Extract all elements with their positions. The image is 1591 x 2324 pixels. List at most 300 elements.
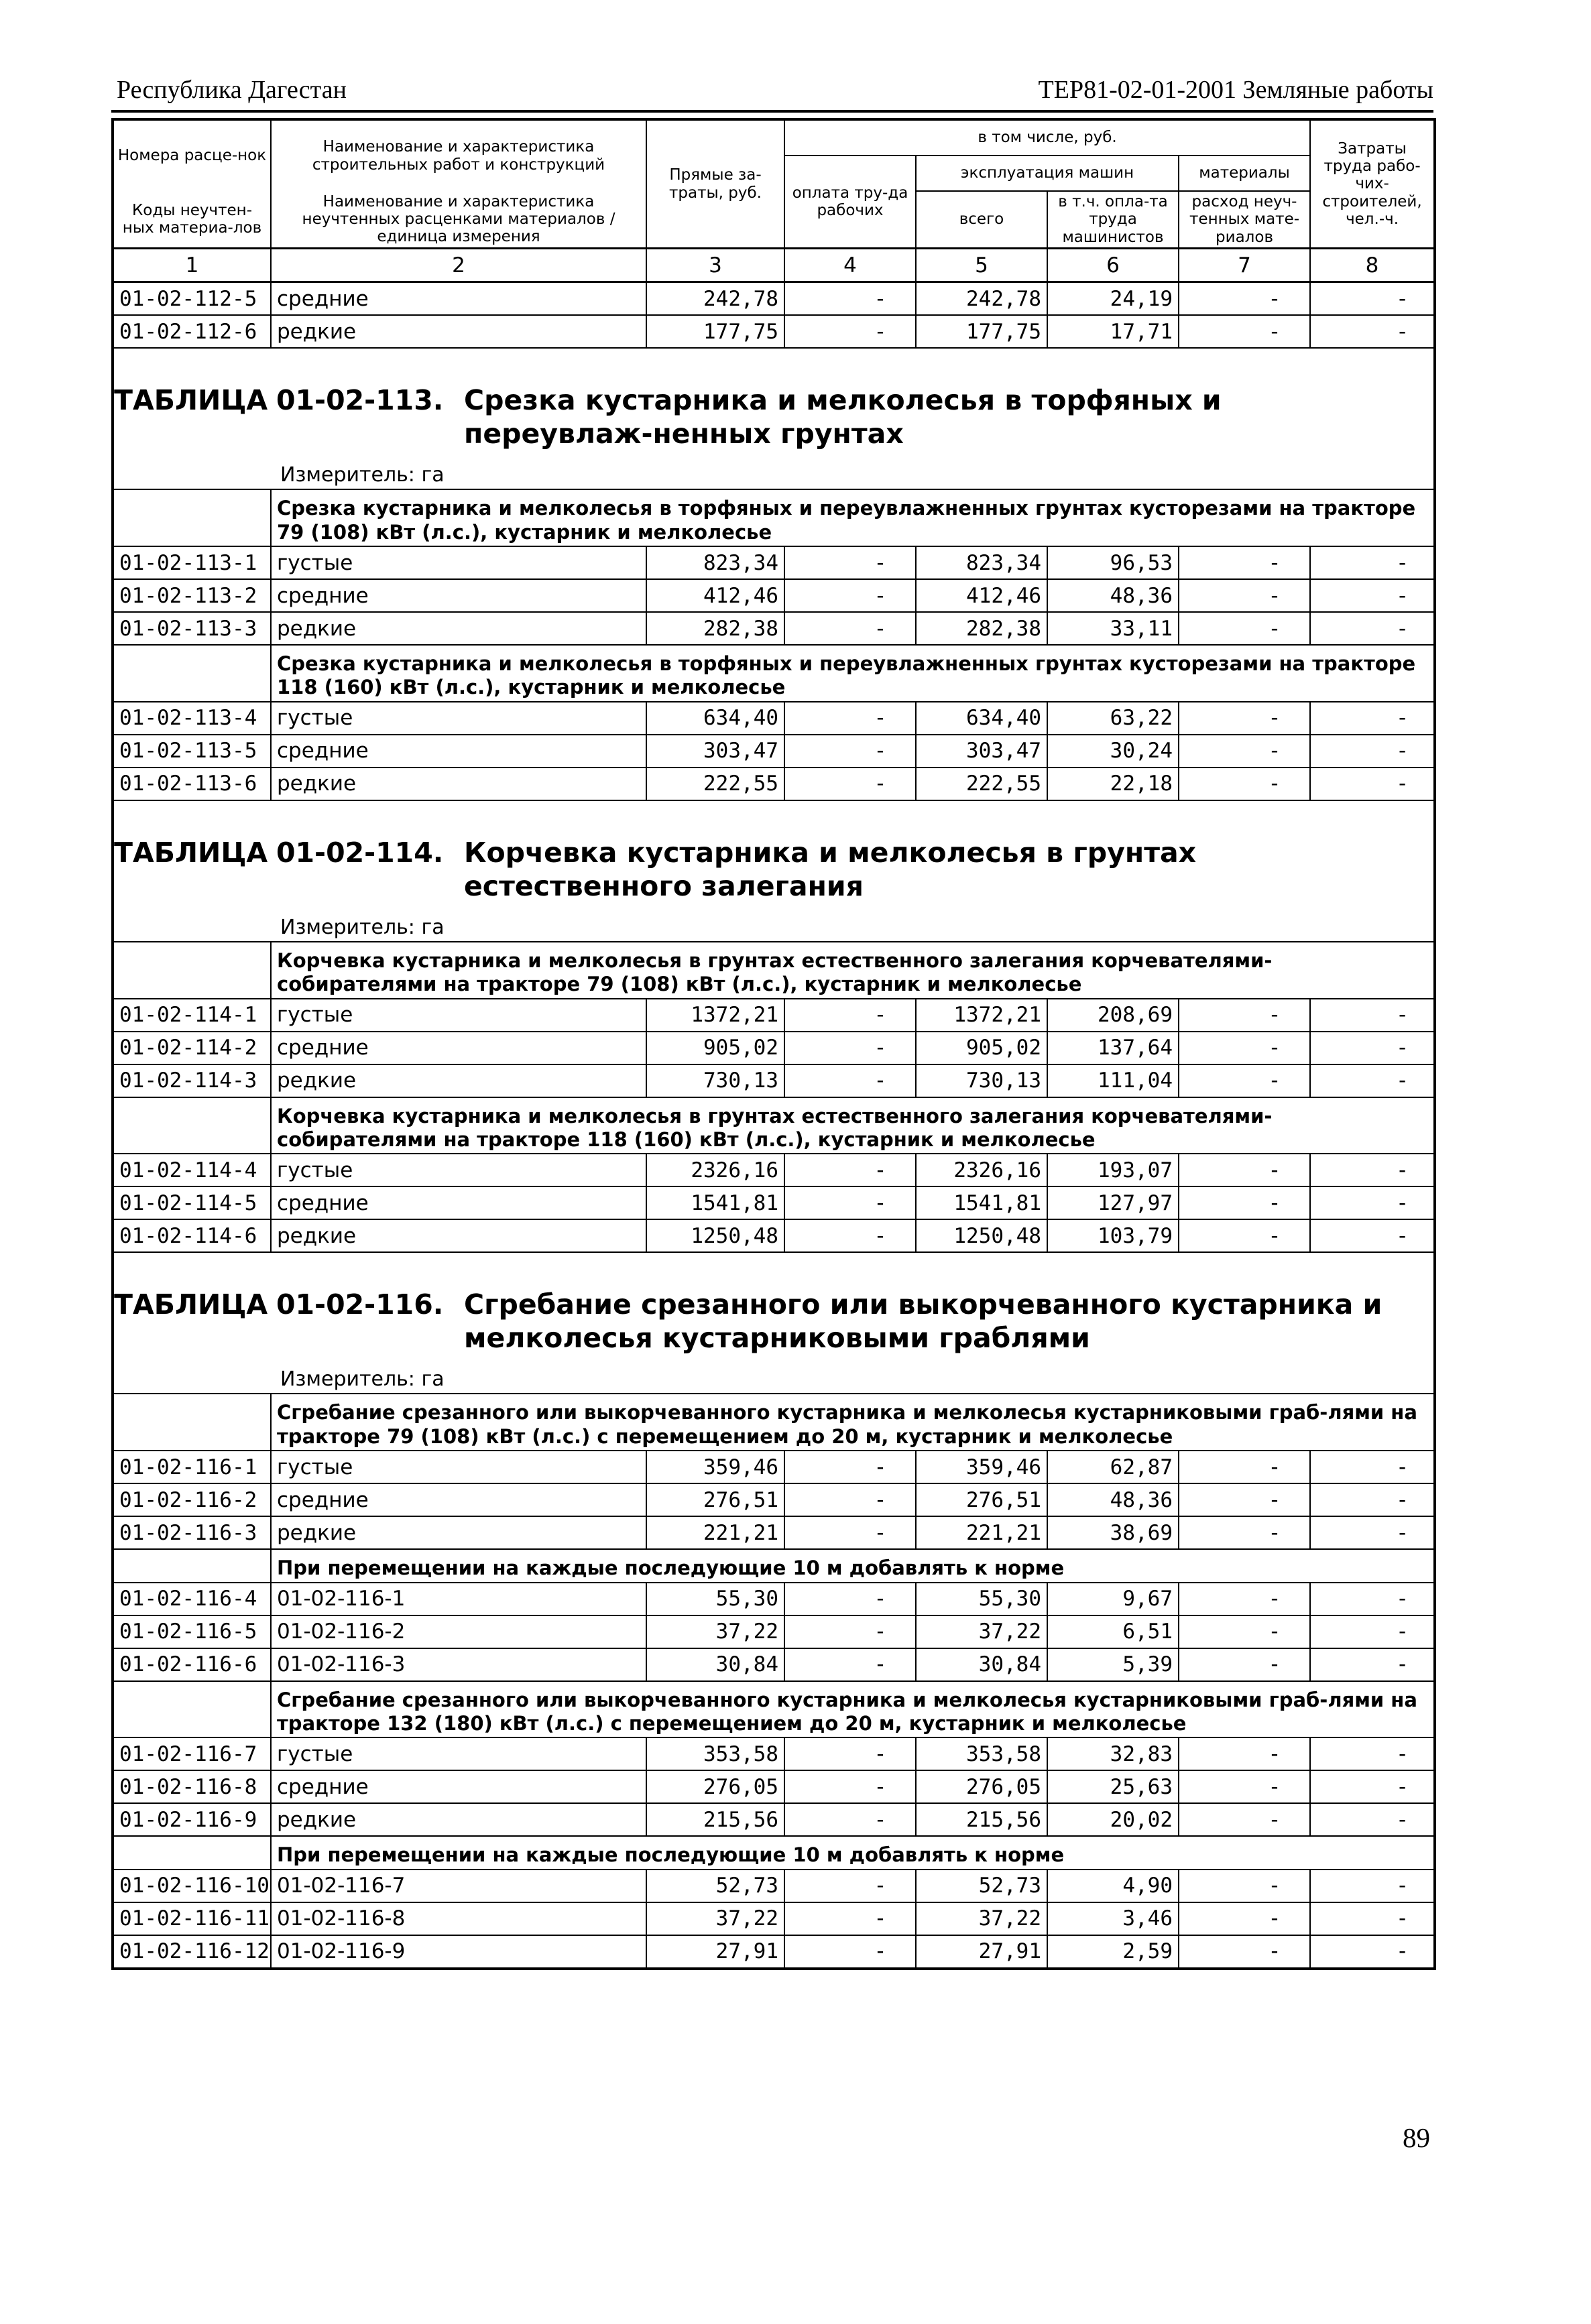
machinist-pay-cell: 137,64 (1047, 1032, 1179, 1064)
table-116-rows-d (113, 1870, 1435, 1969)
rate-code-cell: 01-02-113-1 (113, 546, 271, 579)
table-unit: Измеритель: га (280, 1367, 445, 1392)
dash-value: - (1271, 1003, 1279, 1028)
machines-total-cell: 177,75 (916, 315, 1047, 348)
machines-total-cell: 37,22 (916, 1902, 1047, 1935)
table-row (113, 1770, 1435, 1803)
rate-name-cell: 01-02-116-9 (271, 1935, 646, 1969)
table-116-rows-a (113, 1451, 1435, 1549)
table-row (113, 735, 1435, 768)
machinist-pay-cell: 48,36 (1047, 1483, 1179, 1516)
labor-costs-cell (1310, 1186, 1435, 1219)
dash-value: - (1271, 550, 1279, 575)
materials-cell (1179, 1032, 1310, 1064)
rate-code-cell: 01-02-114-5 (113, 1186, 271, 1219)
machinist-pay-cell: 6,51 (1047, 1615, 1179, 1648)
direct-costs-cell: 730,13 (646, 1064, 784, 1097)
table-01-02-116 (113, 1252, 1435, 1451)
dash-value: - (876, 1939, 884, 1964)
labor-costs-cell (1310, 282, 1435, 316)
rate-name-cell: густые (271, 1451, 646, 1483)
table-row (113, 1451, 1435, 1483)
dash-value: - (1398, 550, 1407, 575)
dash-value: - (1271, 1586, 1279, 1611)
section-header-row (113, 1549, 1435, 1582)
rate-name-cell: редкие (271, 1064, 646, 1097)
running-header (111, 72, 1433, 113)
table-row (113, 1803, 1435, 1836)
table-title-row (113, 1252, 1435, 1394)
col-number: 6 (1047, 249, 1179, 282)
machinist-pay-cell: 111,04 (1047, 1064, 1179, 1097)
rate-code-cell: 01-02-116-8 (113, 1770, 271, 1803)
col-number: 2 (271, 249, 646, 282)
machinist-pay-cell: 22,18 (1047, 768, 1179, 800)
labor-costs-cell (1310, 1737, 1435, 1770)
header-document-code: ТЕР81-02-01-2001 Земляные работы (1038, 76, 1433, 104)
table-title-text: Сгребание срезанного или выкорчеванного кустарника и мелколесья кустарниковыми граблями (464, 1288, 1382, 1355)
machinist-pay-cell: 208,69 (1047, 999, 1179, 1032)
dash-value: - (1398, 1455, 1407, 1479)
dash-value: - (876, 1774, 884, 1799)
worker-pay-cell (784, 1583, 916, 1615)
dash-value: - (876, 1223, 884, 1248)
machines-total-cell: 27,91 (916, 1935, 1047, 1969)
table-113-rows-b (113, 702, 1435, 800)
labor-costs-cell (1310, 612, 1435, 645)
rate-code-cell: 01-02-114-4 (113, 1154, 271, 1186)
machines-total-cell: 823,34 (916, 546, 1047, 579)
machines-total-cell: 730,13 (916, 1064, 1047, 1097)
table-unit: Измеритель: га (280, 915, 445, 939)
rate-code-cell: 01-02-116-4 (113, 1583, 271, 1615)
previous-table-rows (113, 282, 1435, 349)
dash-value: - (1271, 1874, 1279, 1898)
dash-value: - (1271, 1652, 1279, 1676)
dash-value: - (876, 1190, 884, 1215)
machines-total-cell: 359,46 (916, 1451, 1047, 1483)
machines-total-cell: 2326,16 (916, 1154, 1047, 1186)
table-row (113, 1219, 1435, 1252)
dash-value: - (1398, 1158, 1407, 1182)
dash-value: - (1398, 1586, 1407, 1611)
table-row (113, 1032, 1435, 1064)
direct-costs-cell: 905,02 (646, 1032, 784, 1064)
table-114-rows-b (113, 1154, 1435, 1252)
dash-value: - (1271, 1487, 1279, 1512)
section-header: Срезка кустарника и мелколесья в торфяных и переувлажненных грунтах кусторезами на тракторе 118 (160) кВт (л.с.), кустарник и мелколесье (271, 645, 1435, 702)
dash-value: - (1271, 1068, 1279, 1093)
dash-value: - (1271, 1807, 1279, 1832)
direct-costs-cell: 353,58 (646, 1737, 784, 1770)
col-header-machine-operation: эксплуатация машин (916, 156, 1179, 191)
rate-code-cell: 01-02-116-5 (113, 1615, 271, 1648)
dash-value: - (1271, 1939, 1279, 1964)
dash-value: - (1398, 616, 1407, 641)
labor-costs-cell (1310, 1902, 1435, 1935)
col-number: 7 (1179, 249, 1310, 282)
dash-value: - (1398, 1036, 1407, 1060)
labor-costs-cell (1310, 1219, 1435, 1252)
dash-value: - (1398, 1068, 1407, 1093)
materials-cell (1179, 1935, 1310, 1969)
dash-value: - (876, 1906, 884, 1931)
table-row (113, 1615, 1435, 1648)
table-113-section-b (113, 645, 1435, 702)
dash-value: - (1398, 319, 1407, 344)
table-title-row (113, 800, 1435, 942)
page-number: 89 (1403, 2122, 1430, 2153)
worker-pay-cell (784, 579, 916, 612)
rate-name-cell: густые (271, 1737, 646, 1770)
direct-costs-cell: 412,46 (646, 579, 784, 612)
col-number: 4 (784, 249, 916, 282)
table-label: ТАБЛИЦА (114, 836, 268, 869)
rate-code-cell: 01-02-113-4 (113, 702, 271, 735)
labor-costs-cell (1310, 1583, 1435, 1615)
dash-value: - (1271, 1223, 1279, 1248)
machines-total-cell: 1541,81 (916, 1186, 1047, 1219)
table-row (113, 1737, 1435, 1770)
dash-value: - (1398, 1652, 1407, 1676)
machines-total-cell: 353,58 (916, 1737, 1047, 1770)
machines-total-cell: 221,21 (916, 1516, 1047, 1549)
materials-cell (1179, 1451, 1310, 1483)
dash-value: - (1271, 1190, 1279, 1215)
direct-costs-cell: 359,46 (646, 1451, 784, 1483)
dash-value: - (1398, 1741, 1407, 1766)
worker-pay-cell (784, 1902, 916, 1935)
machines-total-cell: 222,55 (916, 768, 1047, 800)
labor-costs-cell (1310, 546, 1435, 579)
rate-name-cell: редкие (271, 612, 646, 645)
labor-costs-cell (1310, 1870, 1435, 1902)
table-114-section-b (113, 1097, 1435, 1154)
section-header: При перемещении на каждые последующие 10 м добавлять к норме (271, 1549, 1435, 1582)
direct-costs-cell: 303,47 (646, 735, 784, 768)
direct-costs-cell: 282,38 (646, 612, 784, 645)
section-header-row (113, 1394, 1435, 1451)
worker-pay-cell (784, 612, 916, 645)
dash-value: - (1398, 739, 1407, 763)
dash-value: - (876, 1652, 884, 1676)
worker-pay-cell (784, 1154, 916, 1186)
dash-value: - (876, 319, 884, 344)
materials-cell (1179, 1583, 1310, 1615)
dash-value: - (1271, 1906, 1279, 1931)
dash-value: - (1271, 1036, 1279, 1060)
worker-pay-cell (784, 1803, 916, 1836)
section-header-row (113, 942, 1435, 999)
rate-name-cell: редкие (271, 768, 646, 800)
table-116-rows-c (113, 1737, 1435, 1836)
worker-pay-cell (784, 735, 916, 768)
machinist-pay-cell: 62,87 (1047, 1451, 1179, 1483)
dash-value: - (1398, 772, 1407, 796)
machinist-pay-cell: 103,79 (1047, 1219, 1179, 1252)
dash-value: - (876, 1741, 884, 1766)
table-title-text: Корчевка кустарника и мелколесья в грунтах естественного залегания (464, 836, 1197, 902)
table-title-text: Срезка кустарника и мелколесья в торфяных и переувлаж-ненных грунтах (464, 384, 1222, 450)
machines-total-cell: 242,78 (916, 282, 1047, 316)
labor-costs-cell (1310, 999, 1435, 1032)
dash-value: - (1398, 1807, 1407, 1832)
direct-costs-cell: 37,22 (646, 1615, 784, 1648)
dash-value: - (876, 1807, 884, 1832)
table-01-02-114 (113, 800, 1435, 999)
labor-costs-cell (1310, 735, 1435, 768)
materials-cell (1179, 1219, 1310, 1252)
table-label: ТАБЛИЦА (114, 384, 268, 417)
worker-pay-cell (784, 702, 916, 735)
col-number: 5 (916, 249, 1047, 282)
materials-cell (1179, 1870, 1310, 1902)
col-number: 8 (1310, 249, 1435, 282)
machines-total-cell: 1372,21 (916, 999, 1047, 1032)
dash-value: - (876, 1036, 884, 1060)
col-header-worker-pay: оплата тру-да рабочих (784, 156, 916, 249)
rate-code-cell: 01-02-116-6 (113, 1648, 271, 1681)
rate-name-cell: редкие (271, 1516, 646, 1549)
dash-value: - (876, 1874, 884, 1898)
dash-value: - (876, 739, 884, 763)
table-row (113, 702, 1435, 735)
direct-costs-cell: 37,22 (646, 1902, 784, 1935)
materials-cell (1179, 1064, 1310, 1097)
labor-costs-cell (1310, 1803, 1435, 1836)
worker-pay-cell (784, 282, 916, 316)
rate-name-cell: густые (271, 546, 646, 579)
rate-name-cell: густые (271, 999, 646, 1032)
table-row (113, 1583, 1435, 1615)
dash-value: - (1271, 1741, 1279, 1766)
dash-value: - (1271, 1774, 1279, 1799)
machines-total-cell: 276,51 (916, 1483, 1047, 1516)
worker-pay-cell (784, 315, 916, 348)
machinist-pay-cell: 5,39 (1047, 1648, 1179, 1681)
dash-value: - (1271, 319, 1279, 344)
col-header-rate-number: Номера расце-нок (113, 119, 271, 191)
direct-costs-cell: 30,84 (646, 1648, 784, 1681)
dash-value: - (876, 1520, 884, 1545)
dash-value: - (876, 616, 884, 641)
labor-costs-cell (1310, 1648, 1435, 1681)
rate-name-cell: средние (271, 1770, 646, 1803)
materials-cell (1179, 1770, 1310, 1803)
table-row (113, 1064, 1435, 1097)
col-header-material-names: Наименование и характеристика неучтенных расценками материалов / единица измерения (271, 191, 646, 249)
machinist-pay-cell: 3,46 (1047, 1902, 1179, 1935)
machinist-pay-cell: 38,69 (1047, 1516, 1179, 1549)
machines-total-cell: 905,02 (916, 1032, 1047, 1064)
col-header-material-codes: Коды неучтен-ных материа-лов (113, 191, 271, 249)
rate-name-cell: 01-02-116-3 (271, 1648, 646, 1681)
dash-value: - (876, 1068, 884, 1093)
dash-value: - (1271, 1619, 1279, 1644)
direct-costs-cell: 27,91 (646, 1935, 784, 1969)
worker-pay-cell (784, 999, 916, 1032)
table-title-row (113, 348, 1435, 489)
dash-value: - (1398, 1190, 1407, 1215)
table-01-02-113 (113, 348, 1435, 546)
machines-total-cell: 634,40 (916, 702, 1047, 735)
rate-name-cell: густые (271, 702, 646, 735)
worker-pay-cell (784, 768, 916, 800)
materials-cell (1179, 612, 1310, 645)
table-row (113, 1902, 1435, 1935)
worker-pay-cell (784, 1451, 916, 1483)
dash-value: - (1271, 706, 1279, 731)
labor-costs-cell (1310, 768, 1435, 800)
dash-value: - (876, 1586, 884, 1611)
direct-costs-cell: 52,73 (646, 1870, 784, 1902)
rate-name-cell: 01-02-116-8 (271, 1902, 646, 1935)
direct-costs-cell: 634,40 (646, 702, 784, 735)
dash-value: - (876, 583, 884, 608)
direct-costs-cell: 221,21 (646, 1516, 784, 1549)
rate-code-cell: 01-02-112-5 (113, 282, 271, 316)
table-title (114, 836, 1433, 903)
dash-value: - (1398, 1906, 1407, 1931)
worker-pay-cell (784, 546, 916, 579)
dash-value: - (1271, 739, 1279, 763)
table-row (113, 768, 1435, 800)
machinist-pay-cell: 20,02 (1047, 1803, 1179, 1836)
rate-code-cell: 01-02-114-6 (113, 1219, 271, 1252)
dash-value: - (876, 550, 884, 575)
rate-code-cell: 01-02-113-5 (113, 735, 271, 768)
table-113-rows-a (113, 546, 1435, 645)
labor-costs-cell (1310, 1935, 1435, 1969)
machinist-pay-cell: 96,53 (1047, 546, 1179, 579)
dash-value: - (1398, 583, 1407, 608)
rate-code-cell: 01-02-112-6 (113, 315, 271, 348)
section-header: Корчевка кустарника и мелколесья в грунтах естественного залегания корчевателями-собирателями на тракторе 79 (108) кВт (л.с.), кустарник и мелколесье (271, 942, 1435, 999)
dash-value: - (1271, 583, 1279, 608)
rates-table (111, 118, 1436, 1970)
rate-name-cell: 01-02-116-2 (271, 1615, 646, 1648)
machines-total-cell: 1250,48 (916, 1219, 1047, 1252)
table-title (114, 1288, 1433, 1355)
table-116-rows-b (113, 1583, 1435, 1681)
dash-value: - (1271, 772, 1279, 796)
machines-total-cell: 276,05 (916, 1770, 1047, 1803)
dash-value: - (1271, 1455, 1279, 1479)
column-numbers-row (113, 249, 1435, 282)
machines-total-cell: 52,73 (916, 1870, 1047, 1902)
table-row (113, 579, 1435, 612)
col-header-materials: материалы (1179, 156, 1310, 191)
section-header: Сгребание срезанного или выкорчеванного кустарника и мелколесья кустарниковыми граб-лями на тракторе 132 (180) кВт (л.с.) с перемещением до 20 м, кустарник и мелколесье (271, 1681, 1435, 1738)
direct-costs-cell: 2326,16 (646, 1154, 784, 1186)
machinist-pay-cell: 4,90 (1047, 1870, 1179, 1902)
table-title (114, 383, 1433, 450)
dash-value: - (1398, 1619, 1407, 1644)
table-row (113, 1935, 1435, 1969)
rate-code-cell: 01-02-116-9 (113, 1803, 271, 1836)
rate-code-cell: 01-02-113-3 (113, 612, 271, 645)
table-row (113, 612, 1435, 645)
worker-pay-cell (784, 1737, 916, 1770)
machines-total-cell: 303,47 (916, 735, 1047, 768)
col-header-including: в том числе, руб. (784, 119, 1310, 156)
dash-value: - (1398, 706, 1407, 731)
worker-pay-cell (784, 1032, 916, 1064)
table-row (113, 1870, 1435, 1902)
machinist-pay-cell: 127,97 (1047, 1186, 1179, 1219)
rate-code-cell: 01-02-116-1 (113, 1451, 271, 1483)
labor-costs-cell (1310, 1615, 1435, 1648)
col-header-work-name: Наименование и характеристика строительных работ и конструкций (271, 119, 646, 191)
section-header: Корчевка кустарника и мелколесья в грунтах естественного залегания корчевателями-собирателями на тракторе 118 (160) кВт (л.с.), кустарник и мелколесье (271, 1097, 1435, 1154)
rate-code-cell: 01-02-113-6 (113, 768, 271, 800)
table-114-rows-a (113, 999, 1435, 1097)
rate-code-cell: 01-02-114-2 (113, 1032, 271, 1064)
dash-value: - (876, 772, 884, 796)
section-header-row (113, 1681, 1435, 1738)
dash-value: - (1398, 1939, 1407, 1964)
table-number: 01-02-113. (276, 384, 444, 417)
materials-cell (1179, 579, 1310, 612)
materials-cell (1179, 1186, 1310, 1219)
table-label: ТАБЛИЦА (114, 1288, 268, 1321)
table-row (113, 282, 1435, 316)
materials-cell (1179, 999, 1310, 1032)
section-header: Срезка кустарника и мелколесья в торфяных и переувлажненных грунтах кусторезами на тракторе 79 (108) кВт (л.с.), кустарник и мелколесье (271, 489, 1435, 546)
col-header-labor-costs: Затраты труда рабо-чих-строителей, чел.-ч. (1310, 119, 1435, 249)
labor-costs-cell (1310, 1154, 1435, 1186)
materials-cell (1179, 1803, 1310, 1836)
labor-costs-cell (1310, 1770, 1435, 1803)
labor-costs-cell (1310, 579, 1435, 612)
rate-name-cell: редкие (271, 1219, 646, 1252)
materials-cell (1179, 1737, 1310, 1770)
rate-code-cell: 01-02-113-2 (113, 579, 271, 612)
machines-total-cell: 30,84 (916, 1648, 1047, 1681)
table-row (113, 1483, 1435, 1516)
machines-total-cell: 282,38 (916, 612, 1047, 645)
direct-costs-cell: 1541,81 (646, 1186, 784, 1219)
table-row (113, 1186, 1435, 1219)
materials-cell (1179, 768, 1310, 800)
rate-name-cell: средние (271, 1483, 646, 1516)
worker-pay-cell (784, 1219, 916, 1252)
section-header-row (113, 489, 1435, 546)
table-header (113, 119, 1435, 282)
materials-cell (1179, 1648, 1310, 1681)
machinist-pay-cell: 193,07 (1047, 1154, 1179, 1186)
table-116-section-b (113, 1549, 1435, 1582)
rate-name-cell: густые (271, 1154, 646, 1186)
table-row (113, 1154, 1435, 1186)
rate-code-cell: 01-02-116-2 (113, 1483, 271, 1516)
direct-costs-cell: 1250,48 (646, 1219, 784, 1252)
materials-cell (1179, 735, 1310, 768)
dash-value: - (1398, 1003, 1407, 1028)
rate-code-cell: 01-02-116-11 (113, 1902, 271, 1935)
direct-costs-cell: 276,51 (646, 1483, 784, 1516)
dash-value: - (1271, 616, 1279, 641)
direct-costs-cell: 222,55 (646, 768, 784, 800)
worker-pay-cell (784, 1935, 916, 1969)
machinist-pay-cell: 25,63 (1047, 1770, 1179, 1803)
machinist-pay-cell: 24,19 (1047, 282, 1179, 316)
materials-cell (1179, 315, 1310, 348)
dash-value: - (876, 1455, 884, 1479)
machines-total-cell: 55,30 (916, 1583, 1047, 1615)
machinist-pay-cell: 9,67 (1047, 1583, 1179, 1615)
table-row (113, 999, 1435, 1032)
